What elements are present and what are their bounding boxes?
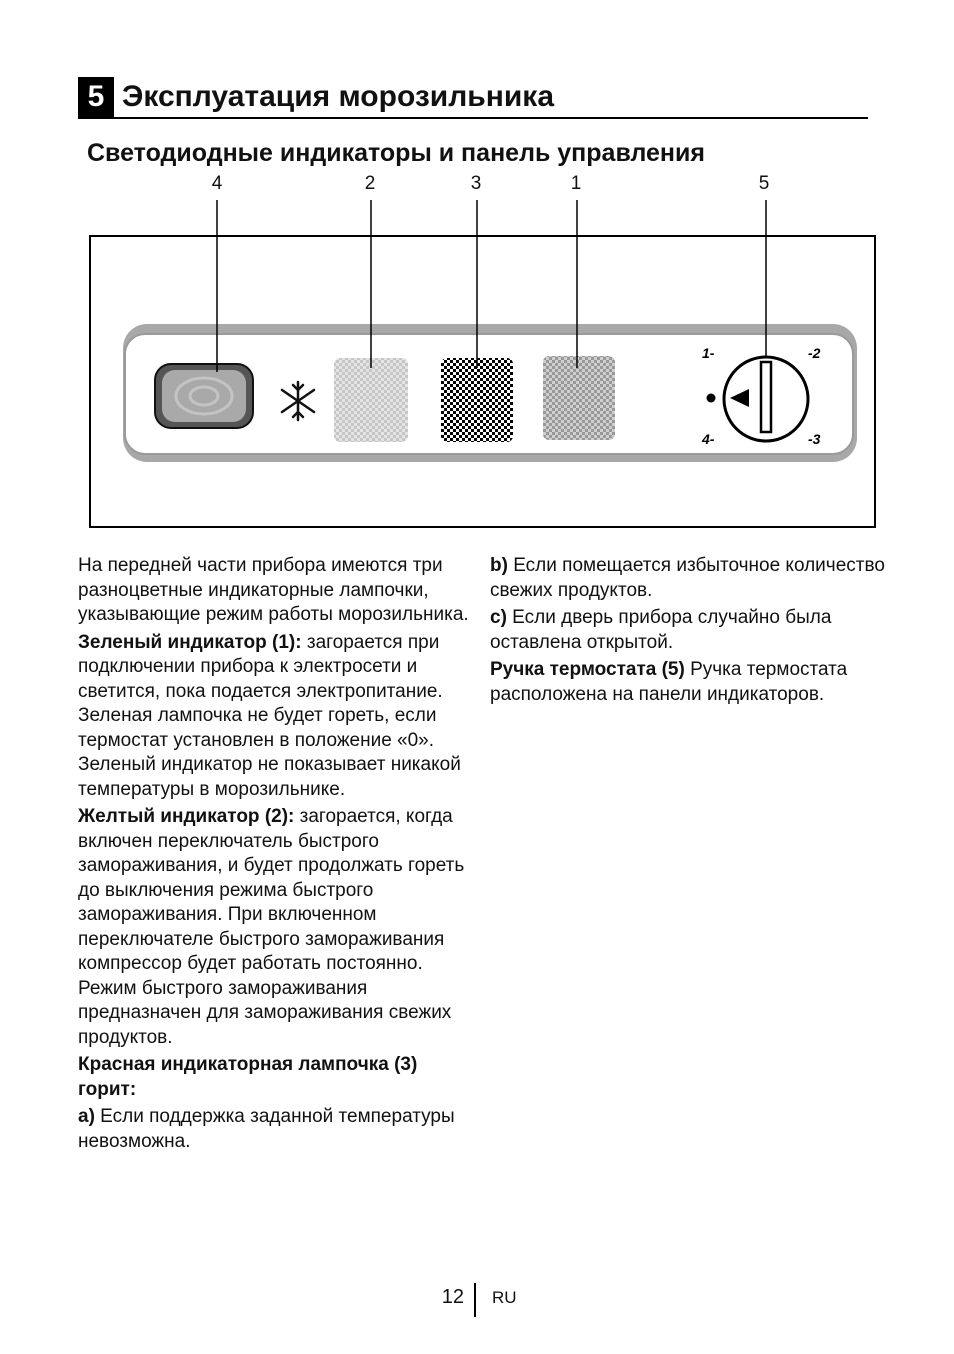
item-a-label: a) bbox=[78, 1106, 95, 1127]
footer-divider bbox=[474, 1283, 476, 1317]
yellow-indicator-paragraph bbox=[78, 805, 473, 1050]
section-title: Эксплуатация морозильника bbox=[122, 80, 554, 113]
quick-freeze-button[interactable] bbox=[155, 364, 253, 428]
thermostat-paragraph bbox=[490, 658, 885, 707]
callout-1: 1 bbox=[570, 173, 582, 194]
red-indicator-heading bbox=[78, 1053, 473, 1102]
thermostat-text: Ручка термостата расположена на панели индикаторов. bbox=[490, 659, 848, 705]
item-c-label: c) bbox=[490, 607, 507, 628]
item-b-label: b) bbox=[490, 555, 508, 576]
callout-2: 2 bbox=[364, 173, 376, 194]
control-panel-diagram bbox=[0, 0, 954, 540]
item-a-text: Если поддержка заданной температуры невозможна. bbox=[78, 1106, 455, 1152]
page-number: 12 bbox=[441, 1286, 464, 1308]
red-indicator-heading-text: Красная индикаторная лампочка (3) горит: bbox=[78, 1054, 418, 1100]
dial-label-2: -2 bbox=[808, 345, 821, 361]
yellow-indicator-light bbox=[334, 358, 408, 442]
callout-5: 5 bbox=[758, 173, 770, 194]
dial-label-1: 1- bbox=[702, 345, 715, 361]
item-b bbox=[490, 554, 885, 603]
dial-label-3: -3 bbox=[808, 431, 821, 447]
right-column bbox=[490, 554, 885, 710]
green-indicator-light bbox=[543, 356, 615, 440]
thermostat-label: Ручка термостата (5) bbox=[490, 659, 685, 680]
green-indicator-paragraph bbox=[78, 631, 473, 803]
red-indicator-light bbox=[441, 358, 513, 442]
yellow-indicator-label: Желтый индикатор (2): bbox=[78, 806, 295, 827]
item-a bbox=[78, 1105, 473, 1154]
callout-4: 4 bbox=[211, 173, 223, 194]
green-indicator-text: загорается при подключении прибора к электросети и светится, пока подается электропитание. Зеленая лампочка не будет гореть, если термостат установлен в положение «0». Зеленый индикатор не показывает никакой температуры в морозильнике. bbox=[78, 631, 461, 800]
thermostat-knob[interactable] bbox=[724, 357, 808, 441]
position-dot-icon bbox=[707, 394, 716, 403]
green-indicator-label: Зеленый индикатор (1): bbox=[78, 631, 302, 653]
section-number: 5 bbox=[78, 77, 114, 117]
dial-label-4: 4- bbox=[702, 431, 715, 447]
item-c-text: Если дверь прибора случайно была оставлена открытой. bbox=[490, 607, 832, 653]
yellow-indicator-text: загорается, когда включен переключатель быстрого замораживания, и будет продолжать гореть до выключения режима быстрого замораживания. При включенном переключателе быстрого замораживания компрессор будет работать постоянно. Режим быстрого замораживания предназначен для замораживания свежих продуктов. bbox=[78, 806, 465, 1048]
subtitle: Светодиодные индикаторы и панель управления bbox=[87, 139, 705, 167]
item-c bbox=[490, 606, 885, 655]
page-footer bbox=[0, 1283, 954, 1317]
language-code: RU bbox=[492, 1288, 517, 1307]
intro-paragraph: На передней части прибора имеются три разноцветные индикаторные лампочки, указывающие режим работы морозильника. bbox=[78, 555, 469, 625]
left-column bbox=[78, 554, 473, 1157]
item-b-text: Если помещается избыточное количество свежих продуктов. bbox=[490, 555, 885, 601]
callout-3: 3 bbox=[470, 173, 482, 194]
